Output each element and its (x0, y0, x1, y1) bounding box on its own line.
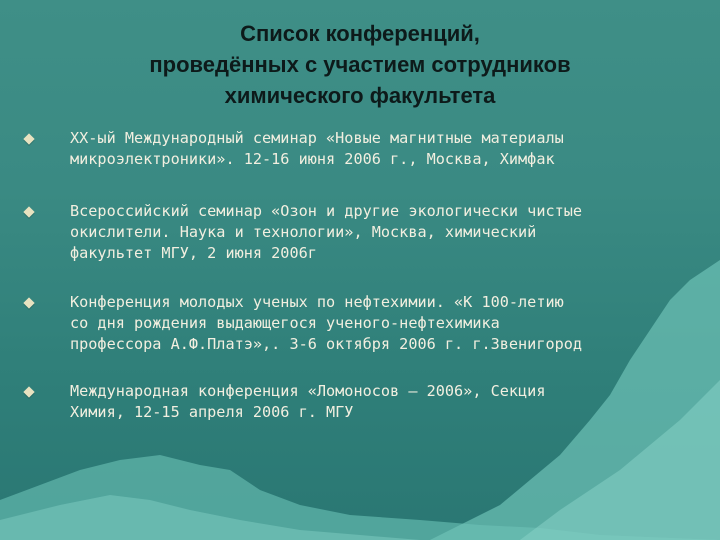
list-item-text (70, 292, 670, 355)
list-item-line: Конференция молодых ученых по нефтехимии. «К 100-летию (70, 293, 564, 311)
list-item-line: факультет МГУ, 2 июня 2006г (70, 244, 317, 262)
list-item-text (70, 128, 670, 170)
slide-title (70, 18, 650, 111)
list-item-line: профессора А.Ф.Платэ»,. 3-6 октября 2006 г. г.Звенигород (70, 335, 583, 353)
title-line-1: Список конференций, (240, 21, 480, 46)
list-item-line: XX-ый Международный семинар «Новые магнитные материалы (70, 129, 564, 147)
title-line-2: проведённых с участием сотрудников (149, 52, 571, 77)
list-item-line: окислители. Наука и технологии», Москва, химический (70, 223, 537, 241)
list-item-line: со дня рождения выдающегося ученого-нефтехимика (70, 314, 500, 332)
list-item-text (70, 201, 670, 264)
list-item-text (70, 381, 670, 423)
list-item-line: Всероссийский семинар «Озон и другие экологически чистые (70, 202, 583, 220)
list-item-line: микроэлектроники». 12-16 июня 2006 г., Москва, Химфак (70, 150, 555, 168)
list-item-line: Международная конференция «Ломоносов – 2006», Секция (70, 382, 546, 400)
title-line-3: химического факультета (224, 83, 496, 108)
list-item-line: Химия, 12-15 апреля 2006 г. МГУ (70, 403, 354, 421)
